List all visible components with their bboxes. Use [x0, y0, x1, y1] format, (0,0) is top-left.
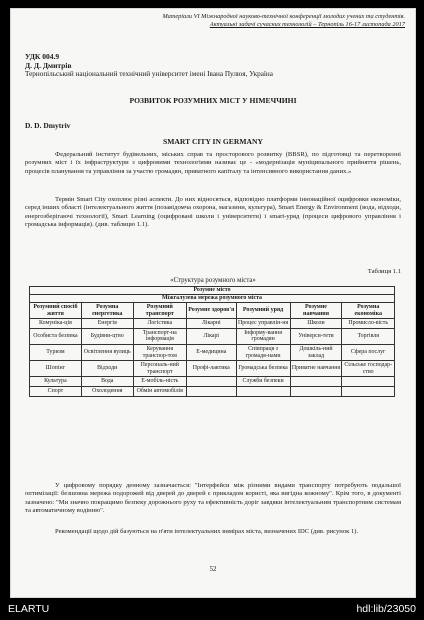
smart-city-table	[29, 286, 395, 397]
table-cell: Приватне навчання	[290, 361, 342, 377]
document-page	[10, 8, 416, 598]
table-header-row	[30, 303, 395, 319]
column-header: Розумна економіка	[342, 303, 395, 319]
table-row	[30, 386, 395, 396]
table-cell: Туризм	[30, 344, 82, 360]
table-cell: Вода	[81, 377, 133, 387]
table-cell: Сільське господар-ство	[342, 361, 395, 377]
table-cell: Сфера послуг	[342, 344, 395, 360]
table-cell: Профі-лактика	[186, 361, 236, 377]
table-cell: Освітлення вулиць	[81, 344, 133, 360]
table-row	[30, 319, 395, 329]
table-cell: Шопінг	[30, 361, 82, 377]
table-cell: Е-медицина	[186, 344, 236, 360]
column-header: Розумний уряд	[236, 303, 290, 319]
table-sub-header: Міжгалузева мережа розумного міста	[30, 295, 395, 303]
table-caption: «Структура розумного міста»	[170, 277, 256, 284]
repository-name: ELARTU	[8, 603, 50, 615]
table-cell: Логістика	[133, 319, 186, 329]
table-cell: Транспорт-на інформація	[133, 328, 186, 344]
table-cell: Культура	[30, 377, 82, 387]
table-cell: Лікарі	[186, 328, 236, 344]
table-cell: Спорт	[30, 386, 82, 396]
column-header: Розумне навчання	[290, 303, 342, 319]
conference-header	[11, 13, 415, 29]
page-number: 52	[209, 565, 217, 573]
paragraph-1: Федеральний інститут будівельних, міських справ та просторового розвитку (BBSR), по підготовці та перетворенні розумних міст і їх інфраструктури з цифровими технологіями називає це - «модернізація муніципального прийняття рішень, процесів планування та управління за участю громадян, приватного капіталу та інтенсивного використання даних.»	[25, 151, 401, 175]
table-cell: Відходи	[81, 361, 133, 377]
column-header: Розумна енергетика	[81, 303, 133, 319]
table-label: Таблиця 1.1	[367, 268, 401, 275]
table-row	[30, 344, 395, 360]
table-top-header: Розумне місто	[30, 287, 395, 295]
paragraph-2: Термін Smart City охоплює різні аспекти. До них відносяться, відповідно платформи інноваційної оцифровки економіки, серед інших області (інтелектуального життя (позавідомча охорона, магазини, культура), Smart Energy & Environment (вода, відходи, енергозберігаючі технології), Smart Learning (оцифровані школи і університети) і smart-уряд (процеси цифрового управління і громадська інформація). (див. таблицю 1.1).	[25, 196, 401, 229]
table-cell: Універси-тети	[290, 328, 342, 344]
table-cell: Інформу-вання громадян	[236, 328, 290, 344]
table-cell: Служби безпеки	[236, 377, 290, 387]
table-cell: Охолодення	[81, 386, 133, 396]
table-cell	[290, 377, 342, 387]
paragraph-3: У цифровому порядку денному зазначається: "Інтерфейси між різними видами транспорту потребують подальшої оптимізації: безшовна мережа подорожей від дверей до дверей є прикладом користі, яка вигідна кожному". Крім того, в документі зазначено: "Ми значно покращимо безпеку дорожнього руху та ефективність доріг завдяки інтелектуальним транспортним системам та автоматичному водінню".	[25, 482, 401, 515]
title-ua: РОЗВИТОК РОЗУМНИХ МІСТ У НІМЕЧЧИНІ	[129, 96, 297, 105]
table-cell	[236, 386, 290, 396]
table-cell: Промисло-вість	[342, 319, 395, 329]
table-cell: Торгівля	[342, 328, 395, 344]
table-cell	[186, 377, 236, 387]
header-line-1: Матеріали VI Міжнародної науково-технічної конференції молодих учених та студентів.	[162, 13, 405, 20]
table-cell: Комуніка-ція	[30, 319, 82, 329]
column-header: Розумний транспорт	[133, 303, 186, 319]
table-cell	[342, 377, 395, 387]
table-cell: Співпраця з громадя-нами	[236, 344, 290, 360]
table-cell: Керування транспор-том	[133, 344, 186, 360]
table-cell: Будівни-цтво	[81, 328, 133, 344]
table-cell	[186, 386, 236, 396]
table-cell: Лікарні	[186, 319, 236, 329]
table-cell: Дошкіль-ний заклад	[290, 344, 342, 360]
table-cell: Школи	[290, 319, 342, 329]
title-en: SMART CITY IN GERMANY	[163, 137, 263, 146]
table-cell: Е-мобіль-ність	[133, 377, 186, 387]
table-cell	[290, 386, 342, 396]
table-row	[30, 361, 395, 377]
column-header: Розумне здоров'я	[186, 303, 236, 319]
header-line-2: Актуальні задачі сучасних технологій – Тернопіль 16-17 листопада 2017	[209, 21, 405, 28]
affiliation: Тернопільський національний технічний університет імені Івана Пулюя, Україна	[25, 70, 273, 78]
author-en: D. D. Dmytriv	[25, 121, 71, 130]
table-cell: Особиста безпека	[30, 328, 82, 344]
author-ua: Д. Д. Дмитрів	[25, 61, 72, 70]
udk-code: УДК 004.9	[25, 52, 60, 61]
table-cell	[342, 386, 395, 396]
table-row	[30, 328, 395, 344]
table-cell: Громадська безпека	[236, 361, 290, 377]
table-cell: Обмін автомобілів	[133, 386, 186, 396]
column-header: Розумний спосіб життя	[30, 303, 82, 319]
table-cell: Процес управлін-ня	[236, 319, 290, 329]
handle-identifier: hdl:lib/23050	[356, 603, 416, 615]
paragraph-4: Рекомендації щодо дій базуються на п'яти інтелектуальних вимірах міста, визначених IDC (див. рисунок 1).	[55, 528, 359, 535]
table-row	[30, 377, 395, 387]
table-cell: Персональ-ний транспорт	[133, 361, 186, 377]
table-cell: Енергія	[81, 319, 133, 329]
